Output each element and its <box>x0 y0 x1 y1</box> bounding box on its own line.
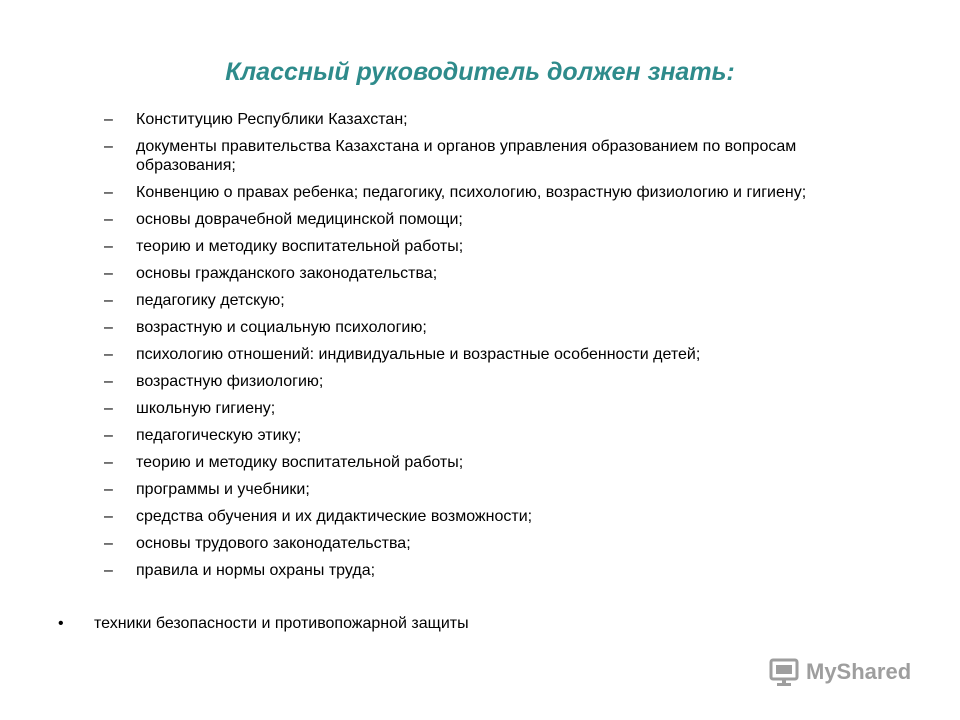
dash-marker: – <box>104 319 113 336</box>
dash-marker: – <box>104 373 113 390</box>
list-item <box>104 399 864 418</box>
dash-marker: – <box>104 138 113 155</box>
bullet-marker: • <box>58 615 64 632</box>
list-item <box>104 345 864 364</box>
list-item <box>104 480 864 499</box>
dash-marker: – <box>104 184 113 201</box>
list-item <box>104 534 864 553</box>
dash-marker: – <box>104 481 113 498</box>
list-item <box>104 237 864 256</box>
dash-marker: – <box>104 454 113 471</box>
dash-marker: – <box>104 265 113 282</box>
list-item-text: педагогику детскую; <box>136 292 285 309</box>
bullet-item <box>58 614 894 633</box>
list-item-text: возрастную физиологию; <box>136 373 324 390</box>
list-item-text: правила и нормы охраны труда; <box>136 562 376 579</box>
list-item <box>104 426 864 445</box>
dash-marker: – <box>104 211 113 228</box>
dash-marker: – <box>104 346 113 363</box>
dash-marker: – <box>104 238 113 255</box>
list-item <box>104 110 864 129</box>
list-item <box>104 507 864 526</box>
list-item-text: средства обучения и их дидактические возможности; <box>136 508 533 525</box>
list-item <box>104 264 864 283</box>
list-item-text: основы доврачебной медицинской помощи; <box>136 211 463 228</box>
bullet-item-text: техники безопасности и противопожарной защиты <box>94 615 469 632</box>
list-item-text: теорию и методику воспитательной работы; <box>136 454 464 471</box>
dash-marker: – <box>104 508 113 525</box>
list-item-text: Конвенцию о правах ребенка; педагогику, психологию, возрастную физиологию и гигиену; <box>136 184 807 201</box>
dash-marker: – <box>104 535 113 552</box>
list-item-text: Конституцию Республики Казахстан; <box>136 111 408 128</box>
list-item-text: основы трудового законодательства; <box>136 535 411 552</box>
dash-marker: – <box>104 427 113 444</box>
list-item-text: программы и учебники; <box>136 481 310 498</box>
list-item <box>104 372 864 391</box>
list-item <box>104 137 864 175</box>
list-item <box>104 291 864 310</box>
myshared-watermark <box>768 656 911 688</box>
list-item-text: основы гражданского законодательства; <box>136 265 438 282</box>
slide-title: Классный руководитель должен знать: <box>225 58 735 86</box>
list-item-text: психологию отношений: индивидуальные и возрастные особенности детей; <box>136 346 701 363</box>
list-item-text: школьную гигиену; <box>136 400 276 417</box>
list-item <box>104 453 864 472</box>
dash-marker: – <box>104 111 113 128</box>
knowledge-list <box>104 110 864 588</box>
list-item-text: документы правительства Казахстана и органов управления образованием по вопросам образования; <box>136 138 797 174</box>
list-item <box>104 561 864 580</box>
projector-screen-icon <box>768 656 800 688</box>
list-item <box>104 183 864 202</box>
dash-marker: – <box>104 562 113 579</box>
watermark-text: MyShared <box>806 659 912 684</box>
list-item <box>104 210 864 229</box>
list-item-text: педагогическую этику; <box>136 427 302 444</box>
list-item-text: возрастную и социальную психологию; <box>136 319 427 336</box>
dash-marker: – <box>104 400 113 417</box>
list-item-text: теорию и методику воспитательной работы; <box>136 238 464 255</box>
list-item <box>104 318 864 337</box>
dash-marker: – <box>104 292 113 309</box>
